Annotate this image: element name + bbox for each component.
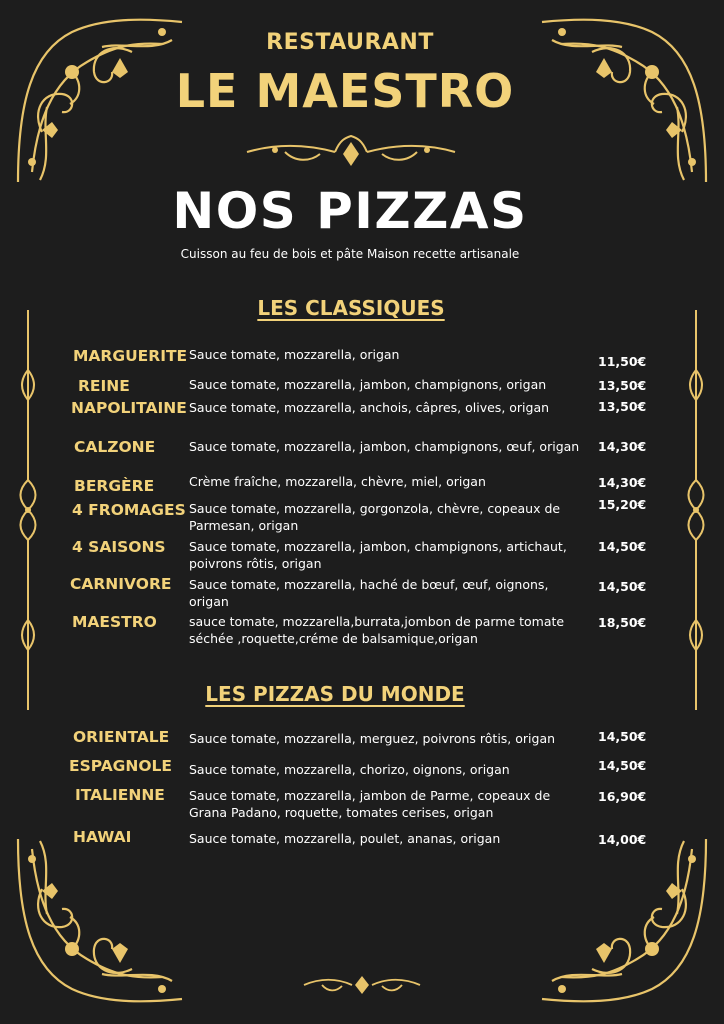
corner-flourish-icon [12, 834, 187, 1009]
pizza-description: Sauce tomate, mozzarella, jambon, champignons, œuf, origan [189, 439, 580, 454]
pizza-price: 14,50€ [598, 579, 647, 594]
pizza-name: CARNIVORE [70, 575, 172, 593]
pizza-price: 14,50€ [598, 758, 647, 773]
pizza-name: NAPOLITAINE [71, 399, 187, 417]
divider-flourish-icon [302, 972, 422, 998]
side-border-ornament-icon [686, 310, 706, 710]
pizza-price: 11,50€ [598, 354, 647, 369]
pizza-price: 14,30€ [598, 439, 647, 454]
pizza-name: MARGUERITE [73, 347, 188, 365]
restaurant-name: LE MAESTRO [175, 64, 515, 118]
side-border-ornament-icon [18, 310, 38, 710]
pizza-name: REINE [78, 377, 130, 395]
pizza-description: Sauce tomate, mozzarella, chorizo, oignons, origan [189, 762, 510, 777]
menu-title: NOS PIZZAS [172, 182, 528, 240]
pizza-price: 16,90€ [598, 789, 647, 804]
pizza-name: ORIENTALE [73, 728, 170, 746]
pizza-description: Sauce tomate, mozzarella, anchois, câpres, olives, origan [189, 400, 550, 415]
pizza-name: 4 SAISONS [72, 538, 166, 556]
pizza-price: 14,30€ [598, 475, 647, 490]
pizza-price: 13,50€ [598, 399, 647, 414]
menu-subtitle: Cuisson au feu de bois et pâte Maison recette artisanale [180, 247, 520, 261]
section-title-classiques: LES CLASSIQUES [257, 296, 445, 320]
pizza-name: BERGÈRE [74, 477, 155, 495]
pizza-name: HAWAI [73, 828, 132, 846]
pizza-price: 13,50€ [598, 378, 647, 393]
pizza-description: Sauce tomate, mozzarella, poulet, ananas, origan [189, 831, 501, 846]
pizza-name: 4 FROMAGES [72, 501, 186, 519]
pizza-name: CALZONE [74, 438, 156, 456]
pizza-price: 18,50€ [598, 615, 647, 630]
pizza-price: 14,00€ [598, 832, 647, 847]
pizza-price: 14,50€ [598, 729, 647, 744]
pizza-description: Sauce tomate, mozzarella, origan [189, 347, 400, 362]
pizza-description: Sauce tomate, mozzarella, jambon de Parme, copeaux de Grana Padano, roquette, tomates cerises, origan [189, 788, 551, 820]
pizza-name: ITALIENNE [75, 786, 165, 804]
pizza-price: 15,20€ [598, 497, 647, 512]
pizza-description: Sauce tomate, mozzarella, jambon, champignons, origan [189, 377, 547, 392]
corner-flourish-icon [537, 834, 712, 1009]
restaurant-label: RESTAURANT [266, 30, 434, 55]
pizza-description: Sauce tomate, mozzarella, jambon, champignons, artichaut, poivrons rôtis, origan [189, 539, 567, 571]
pizza-description: Sauce tomate, mozzarella, haché de bœuf, œuf, oignons, origan [189, 577, 549, 609]
pizza-description: sauce tomate, mozzarella,burrata,jombon de parme tomate séchée ,roquette,créme de balsamique,origan [189, 614, 565, 646]
pizza-description: Sauce tomate, mozzarella, gorgonzola, chèvre, copeaux de Parmesan, origan [189, 501, 561, 533]
divider-flourish-icon [245, 134, 457, 170]
pizza-description: Crème fraîche, mozzarella, chèvre, miel, origan [189, 474, 486, 489]
section-title-monde: LES PIZZAS DU MONDE [205, 682, 465, 706]
pizza-description: Sauce tomate, mozzarella, merguez, poivrons rôtis, origan [189, 731, 556, 746]
pizza-price: 14,50€ [598, 539, 647, 554]
pizza-name: MAESTRO [72, 613, 157, 631]
pizza-name: ESPAGNOLE [69, 757, 173, 775]
